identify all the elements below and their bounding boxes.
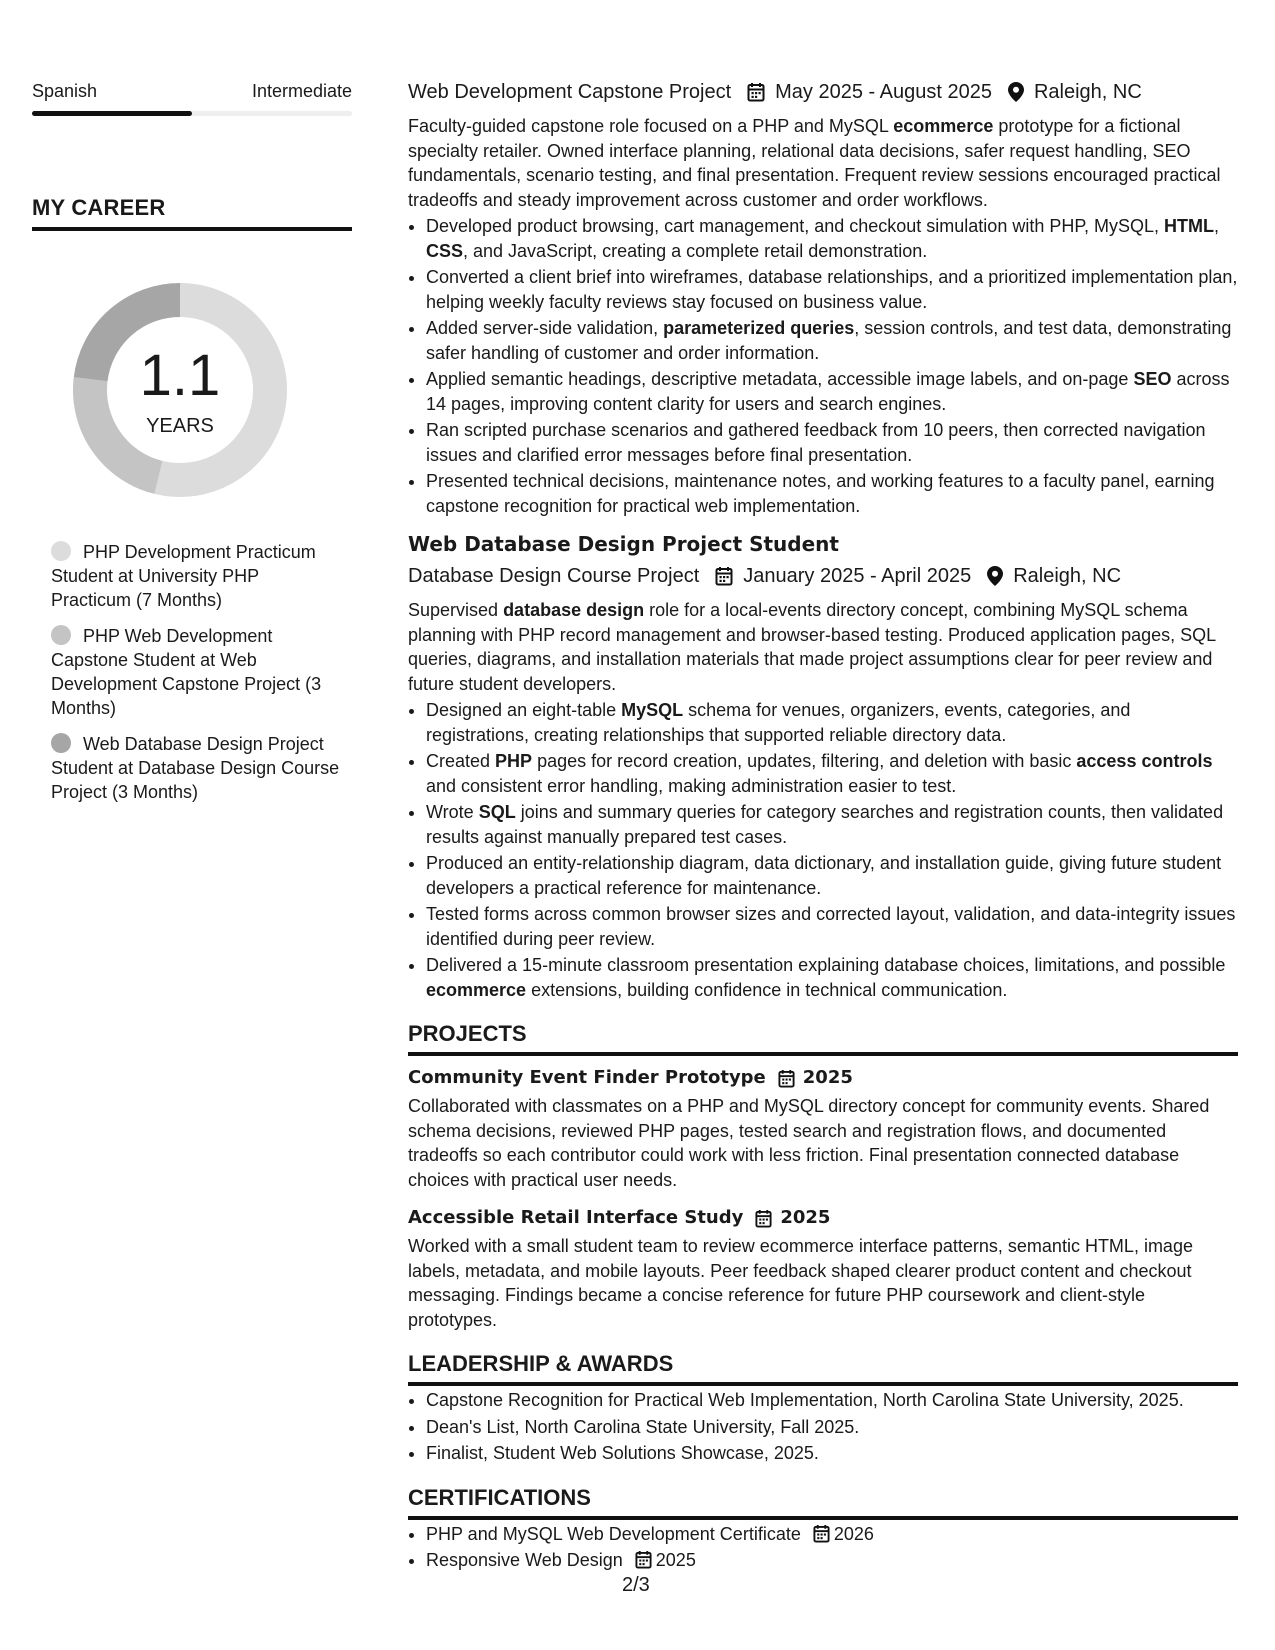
- leadership-list: [408, 1388, 1238, 1466]
- certification-year: 2026: [833, 1523, 874, 1544]
- career-legend-item: [51, 540, 341, 612]
- project-year: 2025: [802, 1067, 853, 1088]
- emphasis-text: ecommerce: [893, 116, 994, 136]
- certification-name: Responsive Web Design: [426, 1550, 623, 1570]
- job1-bullets: [408, 214, 1238, 518]
- certification-name: PHP and MySQL Web Development Certificate: [426, 1523, 801, 1544]
- bullet-item: • Converted a client brief into wireframes, database relationships, and a prioritized implementation plan, helping weekly faculty reviews stay focused on business value.: [426, 265, 1238, 314]
- job1-location: Raleigh, NC: [1033, 81, 1142, 103]
- certifications-list: [408, 1522, 1238, 1573]
- emphasis-text: MySQL: [621, 700, 684, 720]
- project-name: Accessible Retail Interface Study: [408, 1207, 744, 1228]
- job2-bullets: [408, 698, 1238, 1002]
- bullet-item: • Developed product browsing, cart management, and checkout simulation with PHP, MySQL, HTML, CSS, and JavaScript, creating a complete retail demonstration.: [426, 214, 1238, 263]
- bullet-item: • Delivered a 15-minute classroom presentation explaining database choices, limitations, and possible ecommerce extensions, building confidence in technical communication.: [426, 953, 1238, 1002]
- main-content: [408, 78, 1238, 1575]
- legend-dot-icon: [51, 625, 71, 645]
- certification-year: 2025: [655, 1550, 696, 1570]
- bullet-item: • Ran scripted purchase scenarios and gathered feedback from 10 peers, then corrected navigation issues and clarified error messages before final presentation.: [426, 418, 1238, 467]
- calendar-icon: [778, 1069, 795, 1088]
- bullet-item: • Presented technical decisions, maintenance notes, and working features to a faculty panel, earning capstone recognition for practical web implementation.: [426, 469, 1238, 518]
- bullet-item: • Applied semantic headings, descriptive metadata, accessible image labels, and on-page SEO across 14 pages, improving content clarity for users and search engines.: [426, 367, 1238, 416]
- project-year: 2025: [780, 1207, 831, 1228]
- bullet-item: • Produced an entity-relationship diagram, data dictionary, and installation guide, giving future student developers a practical reference for maintenance.: [426, 851, 1238, 900]
- job2-location: Raleigh, NC: [1013, 565, 1122, 587]
- project-title: [408, 1204, 1238, 1232]
- emphasis-text: ecommerce: [426, 979, 527, 1000]
- job2-summary: Supervised database design role for a local-events directory concept, combining MySQL schema planning with PHP record management and browser-based testing. Produced application pages, SQL queries, diagrams, and installation materials that made project assumptions clear for peer review and future student developers.: [408, 600, 1216, 694]
- emphasis-text: CSS: [426, 240, 464, 261]
- language-proficiency-bar: [32, 111, 352, 116]
- projects-heading: PROJECTS: [408, 1020, 1238, 1056]
- emphasis-text: database design: [503, 600, 645, 620]
- leadership-heading: LEADERSHIP & AWARDS: [408, 1350, 1238, 1386]
- certification-item: [426, 1522, 1238, 1547]
- calendar-icon: [635, 1550, 652, 1569]
- leadership-item: • Capstone Recognition for Practical Web Implementation, North Carolina State University, 2025.: [426, 1388, 1238, 1413]
- emphasis-text: access controls: [1076, 751, 1213, 771]
- language-row: [32, 80, 352, 102]
- location-pin-icon: [1008, 82, 1024, 102]
- bullet-item: • Created PHP pages for record creation, updates, filtering, and deletion with basic access controls and consistent error handling, making administration easier to test.: [426, 749, 1238, 798]
- leadership-item: • Finalist, Student Web Solutions Showcase, 2025.: [426, 1441, 1238, 1466]
- job1-meta: [408, 78, 1238, 106]
- job2-title: Web Database Design Project Student: [408, 532, 839, 556]
- career-donut-chart: [65, 275, 295, 505]
- language-proficiency-fill: [32, 111, 192, 116]
- calendar-icon: [747, 82, 765, 102]
- career-years-value: 1.1: [139, 343, 221, 408]
- job1-org: Web Development Capstone Project: [408, 81, 732, 103]
- location-pin-icon: [987, 566, 1003, 586]
- bullet-item: • Added server-side validation, parameterized queries, session controls, and test data, demonstrating safer handling of customer and order information.: [426, 316, 1238, 365]
- bullet-item: • Wrote SQL joins and summary queries for category searches and registration counts, then validated results against manually prepared test cases.: [426, 800, 1238, 849]
- project-title: [408, 1064, 1238, 1092]
- career-legend-text: Web Database Design Project Student at Database Design Course Project (3 Months): [51, 734, 340, 802]
- certification-item: [426, 1548, 1238, 1573]
- emphasis-text: HTML: [1164, 216, 1215, 236]
- job1-summary: Faculty-guided capstone role focused on a PHP and MySQL ecommerce prototype for a fictional specialty retailer. Owned interface planning, relational data decisions, safer request handling, SEO fundamentals, scenario testing, and final presentation. Frequent review sessions encouraged practical tradeoffs and steady improvement across customer and order workflows.: [408, 116, 1221, 210]
- job1-dates: May 2025 - August 2025: [775, 81, 992, 103]
- career-years-unit: YEARS: [146, 415, 214, 437]
- job2-meta: [408, 562, 1238, 590]
- language-name: Spanish: [32, 81, 98, 101]
- bullet-item: • Designed an eight-table MySQL schema for venues, organizers, events, categories, and registrations, creating relationships that supported reliable directory data.: [426, 698, 1238, 747]
- certifications-heading: CERTIFICATIONS: [408, 1484, 1238, 1520]
- page-number: 2/3: [622, 1574, 650, 1596]
- emphasis-text: SEO: [1133, 369, 1172, 389]
- language-level: Intermediate: [251, 81, 352, 101]
- job2-org: Database Design Course Project: [408, 565, 700, 587]
- legend-dot-icon: [51, 733, 71, 753]
- career-legend: [51, 540, 341, 804]
- project-name: Community Event Finder Prototype: [408, 1067, 766, 1088]
- emphasis-text: parameterized queries: [663, 318, 855, 338]
- project-description: Collaborated with classmates on a PHP and MySQL directory concept for community events. Shared schema decisions, reviewed PHP pages, tested search and registration flows, and documented tradeoffs so each contributor could work with less friction. Final presentation connected database choices with practical user needs.: [408, 1096, 1210, 1190]
- legend-dot-icon: [51, 541, 71, 561]
- calendar-icon: [813, 1524, 830, 1543]
- career-legend-item: [51, 624, 341, 720]
- career-heading: MY CAREER: [32, 195, 352, 231]
- career-legend-item: [51, 732, 341, 804]
- career-legend-text: PHP Development Practicum Student at University PHP Practicum (7 Months): [51, 542, 316, 610]
- calendar-icon: [755, 1209, 772, 1228]
- job2-dates: January 2025 - April 2025: [743, 565, 972, 587]
- bullet-item: • Tested forms across common browser sizes and corrected layout, validation, and data-integrity issues identified during peer review.: [426, 902, 1238, 951]
- sidebar: [32, 80, 352, 816]
- emphasis-text: SQL: [478, 802, 516, 822]
- career-legend-text: PHP Web Development Capstone Student at Web Development Capstone Project (3 Months): [51, 626, 322, 718]
- emphasis-text: PHP: [495, 751, 533, 771]
- project-description: Worked with a small student team to review ecommerce interface patterns, semantic HTML, image labels, metadata, and mobile layouts. Peer feedback shaped clearer product content and checkout messaging. Findings became a concise reference for future PHP coursework and client-style prototypes.: [408, 1236, 1193, 1330]
- leadership-item: • Dean's List, North Carolina State University, Fall 2025.: [426, 1415, 1238, 1440]
- calendar-icon: [715, 566, 733, 586]
